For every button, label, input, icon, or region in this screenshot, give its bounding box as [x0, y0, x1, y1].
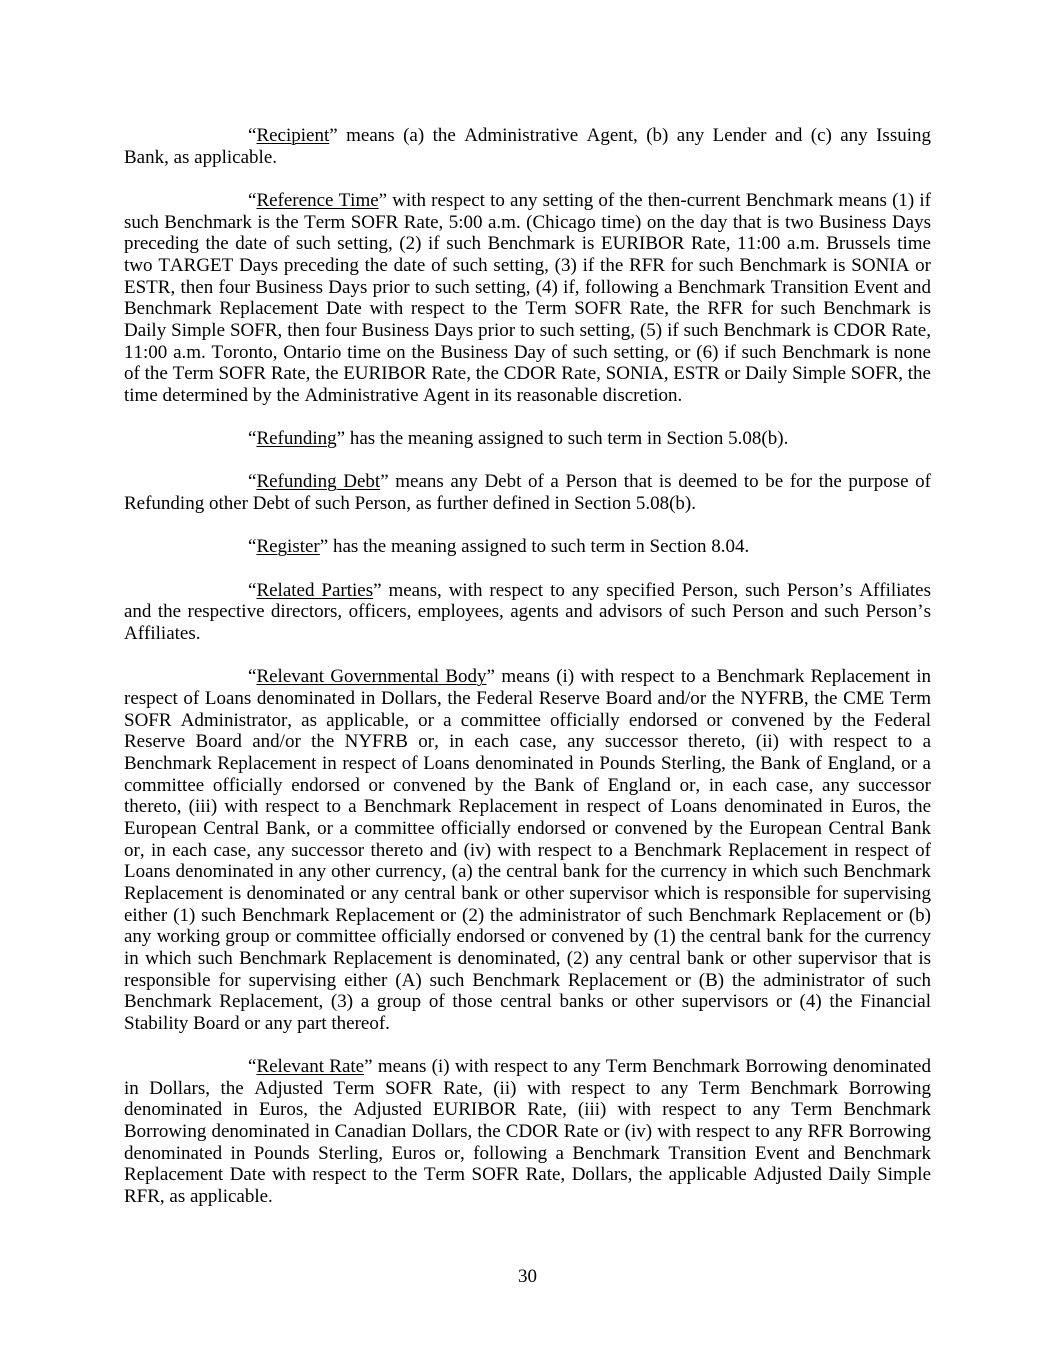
defined-term: Refunding Debt — [256, 471, 381, 493]
open-quote: “ — [248, 428, 257, 450]
defined-term: Related Parties — [256, 579, 374, 601]
definition-text: ” means, with respect to any specified Person, such Person’s Affiliates and the respective directors, officers, employees, agents and advisors of such Person and such Person’s Affiliates. — [124, 579, 931, 645]
definition-text: ” means (i) with respect to any Term Benchmark Borrowing denominated in Dollars, the Adjusted Term SOFR Rate, (ii) with respect to any Term Benchmark Borrowing denominated in Euros, the Adjusted EURIBOR Rate, (iii) with respect to any Term Benchmark Borrowing denominated in Canadian Dollars, the CDOR Rate or (iv) with respect to any RFR Borrowing denominated in Pounds Sterling, Euros or, following a Benchmark Transition Event and Benchmark Replacement Date with respect to the Term SOFR Rate, Dollars, the applicable Adjusted Daily Simple RFR, as applicable. — [124, 1056, 931, 1208]
definition-text: ” with respect to any setting of the then-current Benchmark means (1) if such Benchmark is the Term SOFR Rate, 5:00 a.m. (Chicago time) on the day that is two Business Days preceding the date of such setting, (2) if such Benchmark is EURIBOR Rate, 11:00 a.m. Brussels time two TARGET Days preceding the date of such setting, (3) if the RFR for such Benchmark is SONIA or ESTR, then four Business Days prior to such setting, (4) if, following a Benchmark Transition Event and Benchmark Replacement Date with respect to the Term SOFR Rate, the RFR for such Benchmark is Daily Simple SOFR, then four Business Days prior to such setting, (5) if such Benchmark is CDOR Rate, 11:00 a.m. Toronto, Ontario time on the Business Day of such setting, or (6) if such Benchmark is none of the Term SOFR Rate, the EURIBOR Rate, the CDOR Rate, SONIA, ESTR or Daily Simple SOFR, the time determined by the Administrative Agent in its reasonable discretion. — [124, 189, 931, 406]
definition-relevant-rate — [124, 1056, 931, 1208]
definition-reference-time — [124, 190, 931, 407]
definition-text: ” means any Debt of a Person that is deemed to be for the purpose of Refunding other Debt of such Person, as further defined in Section 5.08(b). — [124, 471, 931, 515]
page-number: 30 — [518, 1266, 537, 1287]
defined-term: Register — [256, 536, 320, 558]
definition-text: ” has the meaning assigned to such term in Section 5.08(b). — [336, 428, 789, 450]
defined-term: Refunding — [256, 428, 337, 450]
definition-refunding-debt — [124, 471, 931, 514]
defined-term: Reference Time — [256, 189, 379, 211]
defined-term: Recipient — [256, 125, 330, 146]
open-quote: “ — [248, 666, 257, 688]
open-quote: “ — [248, 471, 257, 493]
open-quote: “ — [248, 189, 257, 211]
definition-text: ” means (i) with respect to a Benchmark Replacement in respect of Loans denominated in Dollars, the Federal Reserve Board and/or the NYFRB, the CME Term SOFR Administrator, as applicable, or a committee officially endorsed or convened by the Federal Reserve Board and/or the NYFRB or, in each case, any successor thereto, (ii) with respect to a Benchmark Replacement in respect of Loans denominated in Pounds Sterling, the Bank of England, or a committee officially endorsed or convened by the Bank of England or, in each case, any successor thereto, (iii) with respect to a Benchmark Replacement in respect of Loans denominated in Euros, the European Central Bank, or a committee officially endorsed or convened by the European Central Bank or, in each case, any successor thereto and (iv) with respect to a Benchmark Replacement in respect of Loans denominated in any other currency, (a) the central bank for the currency in which such Benchmark Replacement is denominated or any central bank or other supervisor which is responsible for supervising either (1) such Benchmark Replacement or (2) the administrator of such Benchmark Replacement or (b) any working group or committee officially endorsed or convened by (1) the central bank for the currency in which such Benchmark Replacement is denominated, (2) any central bank or other supervisor that is responsible for supervising either (A) such Benchmark Replacement or (B) the administrator of such Benchmark Replacement, (3) a group of those central banks or other supervisors or (4) the Financial Stability Board or any part thereof. — [124, 666, 931, 1034]
defined-term: Relevant Rate — [256, 1056, 365, 1078]
open-quote: “ — [248, 1056, 257, 1078]
open-quote: “ — [248, 125, 257, 146]
definition-recipient — [124, 125, 931, 168]
definitions-body — [124, 125, 931, 1229]
defined-term: Relevant Governmental Body — [256, 666, 487, 688]
definition-register — [124, 536, 931, 558]
definition-text: ” has the meaning assigned to such term in Section 8.04. — [319, 536, 750, 558]
definition-refunding — [124, 428, 931, 450]
definition-text: ” means (a) the Administrative Agent, (b) any Lender and (c) any Issuing Bank, as applicable. — [124, 125, 931, 168]
open-quote: “ — [248, 536, 257, 558]
open-quote: “ — [248, 579, 257, 601]
definition-relevant-governmental-body — [124, 666, 931, 1034]
definition-related-parties — [124, 580, 931, 645]
